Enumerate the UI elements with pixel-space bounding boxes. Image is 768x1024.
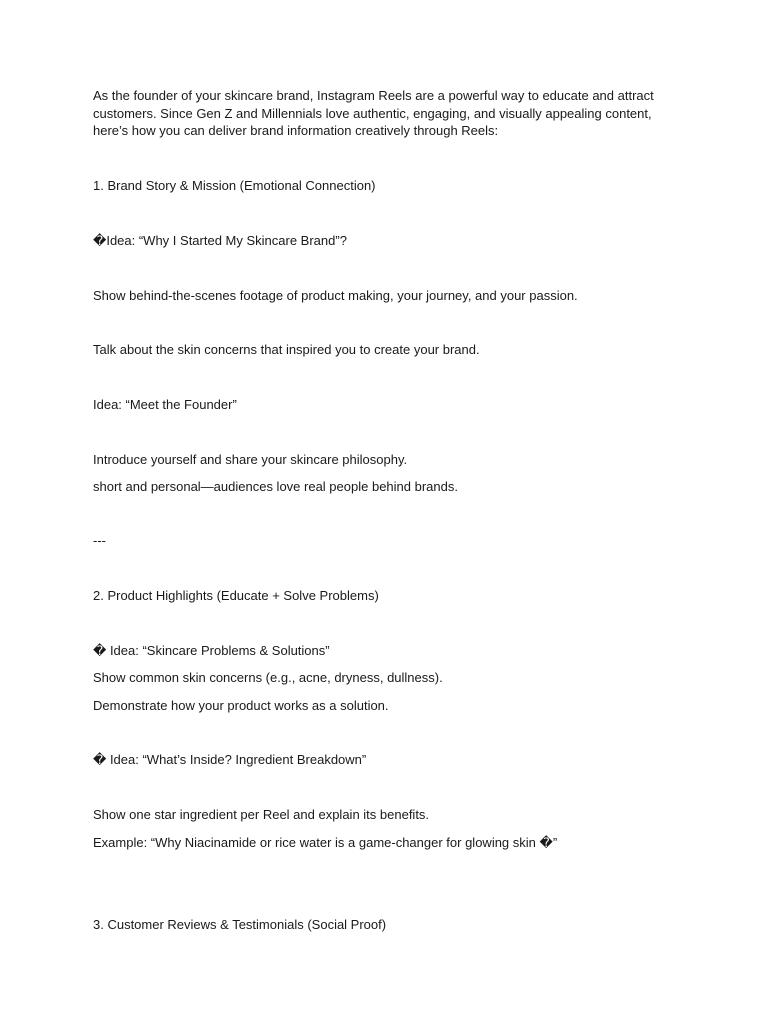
intro-paragraph — [93, 87, 668, 140]
intro-line-3: here’s how you can deliver brand information creatively through Reels: — [93, 123, 499, 138]
idea-1-title: �Idea: “Why I Started My Skincare Brand”? — [93, 233, 347, 248]
idea-4-point-1: Show one star ingredient per Reel and explain its benefits. — [93, 807, 430, 822]
idea-2-point-2: short and personal—audiences love real people behind brands. — [93, 479, 458, 494]
idea-2-title: Idea: “Meet the Founder” — [93, 397, 237, 412]
section-2-heading: 2. Product Highlights (Educate + Solve Problems) — [93, 588, 379, 603]
separator: --- — [93, 533, 106, 548]
intro-line-1: As the founder of your skincare brand, Instagram Reels are a powerful way to educate and attract — [93, 88, 654, 103]
idea-4-point-2: Example: “Why Niacinamide or rice water is a game-changer for glowing skin �” — [93, 835, 558, 850]
section-1-heading: 1. Brand Story & Mission (Emotional Connection) — [93, 178, 376, 193]
intro-line-2: customers. Since Gen Z and Millennials love authentic, engaging, and visually appealing content, — [93, 105, 652, 121]
idea-1-point-2: Talk about the skin concerns that inspired you to create your brand. — [93, 342, 480, 357]
idea-2-point-1: Introduce yourself and share your skincare philosophy. — [93, 452, 408, 467]
idea-3-point-2: Demonstrate how your product works as a solution. — [93, 698, 389, 713]
section-3-heading: 3. Customer Reviews & Testimonials (Social Proof) — [93, 917, 387, 932]
idea-4-title: � Idea: “What’s Inside? Ingredient Breakdown” — [93, 752, 367, 767]
idea-3-point-1: Show common skin concerns (e.g., acne, dryness, dullness). — [93, 670, 443, 685]
idea-3-title: � Idea: “Skincare Problems & Solutions” — [93, 643, 330, 658]
idea-1-point-1: Show behind-the-scenes footage of product making, your journey, and your passion. — [93, 288, 578, 303]
